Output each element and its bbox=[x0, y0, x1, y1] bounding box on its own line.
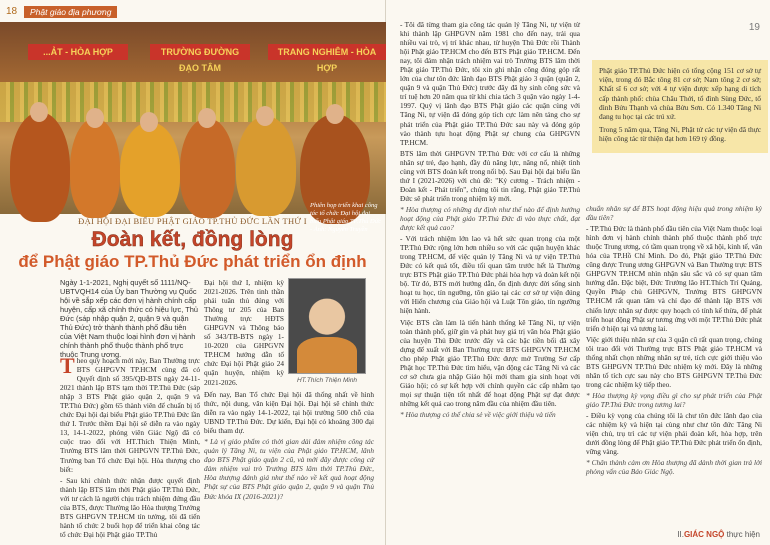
photo-head bbox=[86, 108, 104, 128]
footer-brand: GIÁC NGỘ bbox=[683, 530, 725, 539]
article-column-mid-top bbox=[204, 278, 284, 389]
question: * Hòa thượng có thể chia sẻ về việc giới thiệu và tiến bbox=[400, 409, 556, 419]
footer-credit bbox=[677, 530, 760, 539]
article-column-3 bbox=[400, 20, 580, 421]
paragraph bbox=[60, 353, 200, 474]
photo-head bbox=[30, 102, 48, 122]
footer-suffix: thực hiện bbox=[726, 530, 760, 539]
portrait-photo bbox=[288, 278, 366, 374]
paragraph: Việc giới thiệu nhân sự của 3 quận cũ rất quan trọng, chúng tôi trao đổi với Thường trực BTS Phật giáo TP.HCM và thống nhất chọn những nhân sự trẻ, tích cực giới thiệu vào BTS GHPGVN TP.Thủ Đức nhiệm kỳ mới. Đây là những nhân tố tích cực sau này cho BTS GHPGVN TP.Thủ Đức trong các nhiệm kỳ tiếp theo. bbox=[586, 334, 762, 389]
photo-head bbox=[198, 108, 216, 128]
question: * Hòa thượng có những dự định như thế nào để định hướng hoạt động của Phật giáo TP.Thủ Đức đi vào thực chất, đạt được kết quả cao? bbox=[400, 204, 580, 233]
question: chuẩn nhân sự để BTS hoạt động hiệu quả trong nhiệm kỳ đầu tiên? bbox=[586, 204, 762, 223]
paragraph: Việc BTS cần làm là tiến hành thống kê Tăng Ni, tự viện toàn thành phố, giữ gìn và phát huy giá trị văn hóa Phật giáo của huyện Thủ Đức trước đây và các bậc tiền bối đã xây dựng để xuất với Ban Thường trực BTS GHPGVN TP.HCM cho phép Phật giáo TP.Thủ Đức được mở Trường Sơ cấp Phật học TP.Thủ Đức tìm hiểu, vận động các Tăng Ni và các cơ sở chưa gia nhập Giáo hội mới tham gia sinh hoạt với Giáo hội; có sự kết hợp với chính quyền các cấp nhằm tạo mọi sự thuận tiện tốt nhất để hoạt động Phật sự đạt được những kết quả cao trong năm đầu của nhiệm đầu tiên. bbox=[400, 317, 580, 408]
drop-cap: T bbox=[60, 353, 75, 378]
photo-banner-3: TRANG NGHIÊM - HÒA HỢP bbox=[268, 44, 386, 60]
article-title-line-1: Đoàn kết, đồng lòng bbox=[91, 228, 294, 251]
photo-figure bbox=[120, 122, 180, 217]
paragraph: - TP.Thủ Đức là thành phố đầu tiên của Việt Nam thuộc loại hình đơn vị hành chính thành phố thuộc thành phố trực thuộc Trung ương, có tầm quan trọng về xã hội, kinh tế, văn hóa của TP.Hồ Chí Minh. Do đó, Phật giáo TP.Thủ Đức cũng được Trung ương GHPGVN và Ban Thường trực BTS GHPGVN TP.HCM nhìn nhận sâu sắc và có sự quan tâm hướng dẫn. Đặc biệt, Đức Trưởng lão HT.Thích Trí Quảng, Quyền Pháp chủ GHPGVN, Trưởng BTS GHPGVN TP.HCM rất quan tâm và chỉ đạo để thành lập BTS với chiến lược nhân sự được quy hoạch có tính kế thừa, để phát triển hoạt động Phật sự tương ứng với một TP.Thủ Đức phát triển ở hiện tại và tương lai. bbox=[586, 224, 762, 333]
paragraph: - Với trách nhiệm lớn lao và hết sức quan trọng của một TP.Thủ Đức rộng lớn hơn nhiều so với các quận huyện khác trong TP.HCM, để việc quản lý Tăng Ni và tự viện TP.Thủ Đức có kết quả tốt, điều tối quan tâm trước hết là Thường trực BTS Phật giáo TP.Thủ Đức phải hòa hợp và đoàn kết nội bộ. Từ đó, BTS mới hướng dẫn, ổn định được đời sống sinh hoạt tu học, tín ngưỡng, tôn giáo tại các cơ sở tự viện đúng với Hiến chương của Giáo hội và Luật Tôn giáo, tín ngưỡng hiện hành. bbox=[400, 234, 580, 316]
paragraph: - Điều kỳ vọng của chúng tôi là chư tôn đức lãnh đạo của các nhiệm kỳ và hiện tại cùng như chư tôn đức Tăng Ni viện chủ, trụ trì các tự viện phải đoàn kết, hòa hợp, trên dưới đồng lòng để Phật giáo TP.Thủ Đức phát triển ổn định, vững vàng. bbox=[586, 411, 762, 457]
photo-banner-2: TRƯỜNG ĐƯỜNG ĐẠO TÂM bbox=[150, 44, 250, 60]
portrait-caption: HT.Thích Thiện Minh bbox=[296, 377, 358, 384]
info-box-paragraph: Trong 5 năm qua, Tăng Ni, Phật tử các tự viện đã thực hiện công tác từ thiện đạt hơn 169 tỷ đồng. bbox=[599, 125, 761, 144]
paragraph: Đến nay, Ban Tổ chức Đại hội đã thống nhất về hình thức, nội dung, văn kiện Đại hội. Đại hội sẽ chính thức diễn ra vào ngày 14-1-2022, tại hội trường 500 chỗ của UBND TP.Thủ Đức. Dự kiến, Đại hội có khoảng 300 đại biểu tham dự. bbox=[204, 390, 374, 436]
page-number-left: 18 bbox=[6, 6, 18, 17]
photo-head bbox=[140, 112, 158, 132]
photo-head bbox=[326, 104, 344, 124]
page-number-right: 19 bbox=[748, 22, 760, 33]
photo-head bbox=[256, 106, 274, 126]
article-lede: Ngày 1-1-2021, Nghị quyết số 1111/NQ-UBTVQH14 của Ủy ban Thường vụ Quốc hội về sắp xếp các đơn vị hành chính cấp huyện, cấp xã chính thức có hiệu lực, Thủ Đức (sáp nhập quận 2, quận 9 và quận Thủ Đức) trở thành thành phố đầu tiên của Việt Nam thuộc loại hình đơn vị hành chính thành phố thuộc thành phố trực thuộc Trung ương. bbox=[60, 278, 198, 360]
photo-banner-1: ...ẢT - HÒA HỢP bbox=[28, 44, 128, 60]
paragraph: Đại hội thứ I, nhiệm kỳ 2021-2026. Trên tinh thần phải tuân thủ đúng với Thông tư 205 của Ban Thường trực HĐTS GHPGVN và Thông báo số 343/TB-BTS ngày 1-10-2020 của GHPGVN TP.HCM hướng dẫn tổ chức Đại hội Phật giáo 24 quận huyện, nhiệm kỳ 2021-2026. bbox=[204, 278, 284, 387]
paragraph: - Sau khi chính thức nhận được quyết định thành lập BTS lâm thời Phật giáo TP.Thủ Đức, với tư cách là người chịu trách nhiệm đứng đầu của BTS, được Thường lão Hòa thượng Trưởng BTS GHPGVN TP.HCM tín tưởng, tôi đã tiến hành tổ chức 2 buổi họp để triển khai công tác tổ chức Đại hội Phật giáo TP.Thủ bbox=[60, 475, 200, 539]
photo-figure bbox=[236, 116, 296, 216]
photo-figure bbox=[180, 118, 235, 218]
photo-figure bbox=[70, 118, 120, 218]
info-box-paragraph: Phật giáo TP.Thủ Đức hiện có tổng cộng 151 cơ sở tự viện, trong đó Bắc tông 81 cơ sở; Nam tông 2 cơ sở; Khất sĩ 6 cơ sở; với 4 tự viện được xếp hạng di tích cấp thành phố: chùa Châu Thới, tổ đình Sùng Đức, tổ đình Bửu Thạnh và chùa Bửu Sơn. Có 1.340 Tăng Ni đang tu học tại các trú xứ. bbox=[599, 66, 761, 121]
question: * Hòa thượng kỳ vọng điều gì cho sự phát triển của Phật giáo TP.Thủ Đức trong tương lai? bbox=[586, 390, 762, 409]
portrait-robe bbox=[297, 337, 357, 373]
paragraph: BTS lâm thời GHPGVN TP.Thủ Đức với cơ cấu là những nhân sự trẻ, đạo hạnh, đầy đủ năng lực, năng nổ, nhiệt tình cùng với BTS đoàn kết trong nối bộ. Sau Đại hội đại biểu lần thứ I (2021-2026) với chủ đề: "Kỷ cương - Trách nhiệm - Đoàn kết - Phát triển", chúng tôi tin rằng, Phật giáo TP.Thủ Đức sẽ phát triển trong nhiệm kỳ mới. bbox=[400, 148, 580, 203]
section-tag: Phật giáo địa phương bbox=[24, 6, 117, 18]
photo-caption: Phiên họp triển khai công tác tổ chức Đại hội đại biểu Phật giáo TP.Thủ Đức - Ảnh: Nguyễn Truyền bbox=[310, 202, 382, 234]
article-column-left bbox=[60, 353, 200, 541]
paragraph: - Tôi đã từng tham gia công tác quản lý Tăng Ni, tự viện từ khi thành lập GHPGVN năm 1981 cho đến nay, trải qua nhiều vai trò, vị trí khác nhau, từ huyện Thủ Đức rồi Thành hội Phật giáo TP.HCM cho đến BTS Phật giáo TP.HCM. Đến nay, tôi đảm nhận trách nhiệm vai trò Trưởng BTS lâm thời Phật giáo TP.Thủ Đức, tôi xin ghi nhận công đóng góp rất lớn của chư tôn đức lãnh đạo BTS Phật giáo 3 quận (quận 2, quận 9 và quận Thủ Đức) trước đây đã hy sinh công sức và trí tuệ hơn 20 năm qua từ khi chia tách 3 quận vào ngày 1-4-1997. Quý vị lãnh đạo BTS Phật giáo các quận cùng với Tăng Ni, tự viện đã đóng góp tích cực làm nên tảng cho sự phát triển của Phật giáo TP.Thủ Đức sau này và đóng góp vào thành tựu hoạt động Phật sự chung của GHPGVN TP.HCM. bbox=[400, 20, 580, 147]
article-column-4 bbox=[586, 204, 762, 478]
question: * Là vị giáo phẩm có thời gian dài đảm nhiệm công tác quản lý Tăng Ni, tu viện của Phật giáo TP.HCM, lãnh đạo BTS Phật giáo quận 2 cũ, và mới đây được công cử đảm nhiệm vai trò Trưởng BTS lâm thời TP.Thủ Đức, Hòa thượng đánh giá như thế nào về kết quả hoạt động Phật sự của BTS Phật giáo quận 2, quận 9 và quận Thủ Đức khóa IX (2016-2021)? bbox=[204, 437, 374, 501]
photo-figure bbox=[10, 112, 70, 222]
article-title-line-2: để Phật giáo TP.Thủ Đức phát triển ổn định bbox=[18, 252, 367, 271]
info-box bbox=[592, 60, 768, 153]
paragraph-text: heo quy hoạch mới này, Ban Thường trực BTS GHPGVN TP.HCM cùng đã có Quyết định số 395/QĐ-BTS ngày 24-11-2021 thành lập BTS tạm thời TP.Thủ Đức (sáp nhập 3 BTS Phật giáo quận 2, quận 9 và TP.Thủ Đức) gồm 65 thành viên để chuẩn bị tổ chức Đại hội đại biểu Phật giáo TP.Thủ Đức lần thứ I. Trước thềm Đại hội sẽ diễn ra vào ngày 13, 14-1-2022, phóng viên Giác Ngộ đã có cuộc trao đổi với HT.Thích Thiện Minh, Trưởng BTS lâm thời GHPGVN TP.Thủ Đức, Trưởng ban Tổ chức Đại hội. Hòa thượng cho biết: bbox=[60, 356, 200, 474]
question: * Chân thành cảm ơn Hòa thượng đã dành thời gian trả lời phỏng vấn của Báo Giác Ngộ. bbox=[586, 458, 762, 477]
article-kicker: ĐẠI HỘI ĐẠI BIỂU PHẬT GIÁO TP.THỦ ĐỨC LẦN THỨ I bbox=[78, 216, 307, 226]
article-column-mid bbox=[204, 390, 374, 503]
footer-prefix: II. bbox=[677, 530, 684, 539]
